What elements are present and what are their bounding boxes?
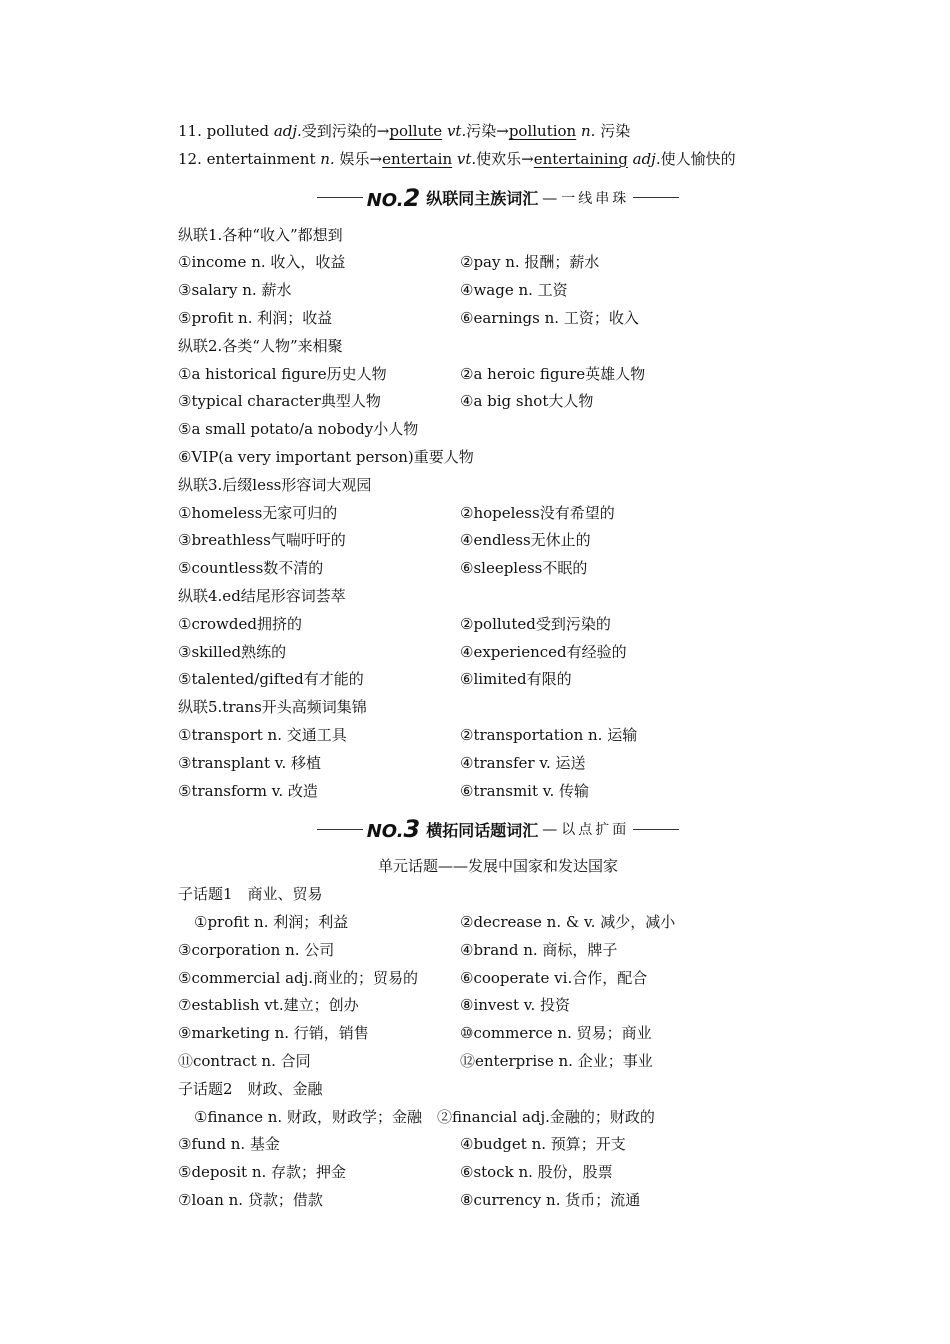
section-header-no2: NO.2 纵联同主族词汇 — 一线串珠 [178,174,818,222]
section-header-no3: NO.3 横拓同话题词汇 — 以点扩面 [178,805,818,853]
group-title: 纵联3.后缀less形容词大观园 [178,475,372,494]
document-page: 11. polluted adj.受到污染的→pollute vt.污染→pollution n. 污染 12. entertainment n. 娱乐→entertain vt.使欢乐→entertaining adj.使人愉快的 NO.2 纵联同主族词汇 — 一线串珠 纵联1.各种“收入”都想到 ①income n. 收入，收益 ②pay n. 报酬；薪水 ③salary n. 薪水 ④wage n. 工资 ⑤profit n. 利润；收益 ⑥earnings n. 工资；收入 纵联2.各类“人物”来相聚 ①a historical figure历史人物 ②a heroic figure英雄人物 ③typical character典型人物 ④a big shot大人物 ⑤a small potato/a nobody小人物 ⑥VIP(a very important person)重要人物 纵联3.后缀less形容词大观园 ①homeless无家可归的 ②hopeless没有希望的 ③breathless气喘吁吁的 ④endless无休止的 ⑤countless数不清的 ⑥sleepless不眠的 纵联4.ed结尾形容词荟萃 ①crowded拥挤的 ②polluted受到污染的 ③skilled熟练的 ④experienced有经验的 ⑤talented/gifted有才能的 ⑥limited有限的 纵联5.trans开头高频词集锦 ①transport n. 交通工具 ②transportation n. 运输 ③transplant v. 移植 ④transfer v. 运送 ⑤transform v. 改造 ⑥transmit v. 传输 NO.3 横拓同话题词汇 — 以点扩面 单元话题——发展中国家和发达国家 子话题1 商业、贸易 ①profit n. 利润；利益 ②decrease n. & v. 减少，减小 ③corporation n. 公司 ④brand n. 商标，牌子 ⑤commercial adj.商业的；贸易的 ⑥cooperate vi.合作，配合 ⑦establish vt.建立；创办 ⑧invest v. 投资 ⑨marketing n. 行销，销售 ⑩commerce n. 贸易；商业 ⑪contract n. 合同 ⑫enterprise n. 企业；事业 子话题2 财政、金融 ①finance n. 财政，财政学；金融 ②financial adj.金融的；财政的 ③fund n. 基金 ④budget n. 预算；开支 ⑤deposit n. 存款；押金 ⑥stock n. 股份，股票 ⑦loan n. 贷款；借款 ⑧currency n. 货币；流通 [178,118,818,1215]
answer-blank: entertaining [533,149,628,168]
group-title: 纵联2.各类“人物”来相聚 [178,336,343,355]
subtopic-title: 子话题1 商业、贸易 [178,885,323,904]
group-title: 纵联4.ed结尾形容词荟萃 [178,586,346,605]
answer-blank: pollution [508,122,577,140]
vocab-line-12: 12. entertainment n. 娱乐→entertain vt.使欢乐→entertaining adj.使人愉快的 [178,149,736,168]
group-title: 纵联1.各种“收入”都想到 [178,225,343,244]
unit-topic: 单元话题——发展中国家和发达国家 [377,857,618,876]
group-title: 纵联5.trans开头高频词集锦 [178,698,367,717]
answer-blank: entertain [382,149,453,168]
answer-blank: pollute [389,122,443,140]
vocab-line-11: 11. polluted adj.受到污染的→pollute vt.污染→pollution n. 污染 [178,122,631,140]
subtopic-title: 子话题2 财政、金融 [178,1079,323,1098]
